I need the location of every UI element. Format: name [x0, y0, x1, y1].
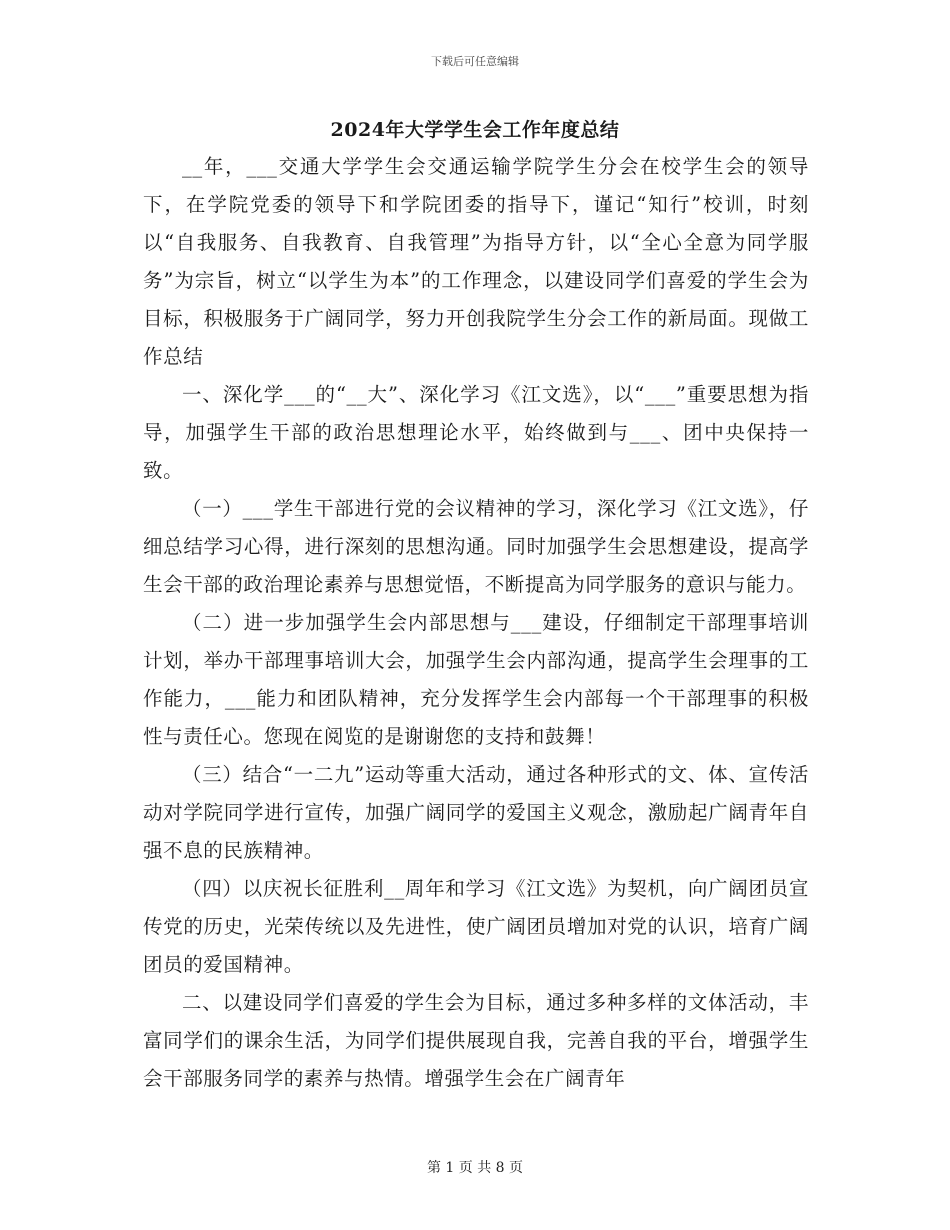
document-title: 2024年大学学生会工作年度总结: [330, 119, 620, 141]
paragraph: __年，___交通大学学生会交通运输学院学生分会在校学生会的领导下，在学院党委的领导下和学院团委的指导下，谨记“知行”校训，时刻以“自我服务、自我教育、自我管理”为指导方针，以“全心全意为同学服务”为宗旨，树立“以学生为本”的工作理念，以建设同学们喜爱的学生会为目标，积极服务于广阔同学，努力开创我院学生分会工作的新局面。现做工作总结: [143, 155, 809, 368]
document-body: [143, 148, 809, 1098]
paragraph: （四）以庆祝长征胜利__周年和学习《江文选》为契机，向广阔团员宣传党的历史，光荣传统以及先进性，使广阔团员增加对党的认识，培育广阔团员的爱国精神。: [143, 877, 809, 976]
paragraph: （三）结合“一二九”运动等重大活动，通过各种形式的文、体、宣传活动对学院同学进行宣传，加强广阔同学的爱国主义观念，激励起广阔青年自强不息的民族精神。: [143, 763, 809, 862]
paragraph: 二、以建设同学们喜爱的学生会为目标，通过多种多样的文体活动，丰富同学们的课余生活，为同学们提供展现自我，完善自我的平台，增强学生会干部服务同学的素养与热情。增强学生会在广阔青年: [143, 991, 809, 1090]
paragraph: （一）___学生干部进行党的会议精神的学习，深化学习《江文选》，仔细总结学习心得，进行深刻的思想沟通。同时加强学生会思想建设，提高学生会干部的政治理论素养与思想觉悟，不断提高为同学服务的意识与能力。: [143, 497, 809, 596]
header-note: 下载后可任意编辑: [431, 55, 519, 68]
paragraph: 一、深化学___的“__大”、深化学习《江文选》，以“___”重要思想为指导，加强学生干部的政治思想理论水平，始终做到与___、团中央保持一致。: [143, 383, 809, 482]
paragraph: （二）进一步加强学生会内部思想与___建设，仔细制定干部理事培训计划，举办干部理事培训大会，加强学生会内部沟通，提高学生会理事的工作能力，___能力和团队精神，充分发挥学生会内部每一个干部理事的积极性与责任心。您现在阅览的是谢谢您的支持和鼓舞！: [143, 611, 809, 748]
page-footer: 第 1 页 共 8 页: [426, 1160, 524, 1176]
